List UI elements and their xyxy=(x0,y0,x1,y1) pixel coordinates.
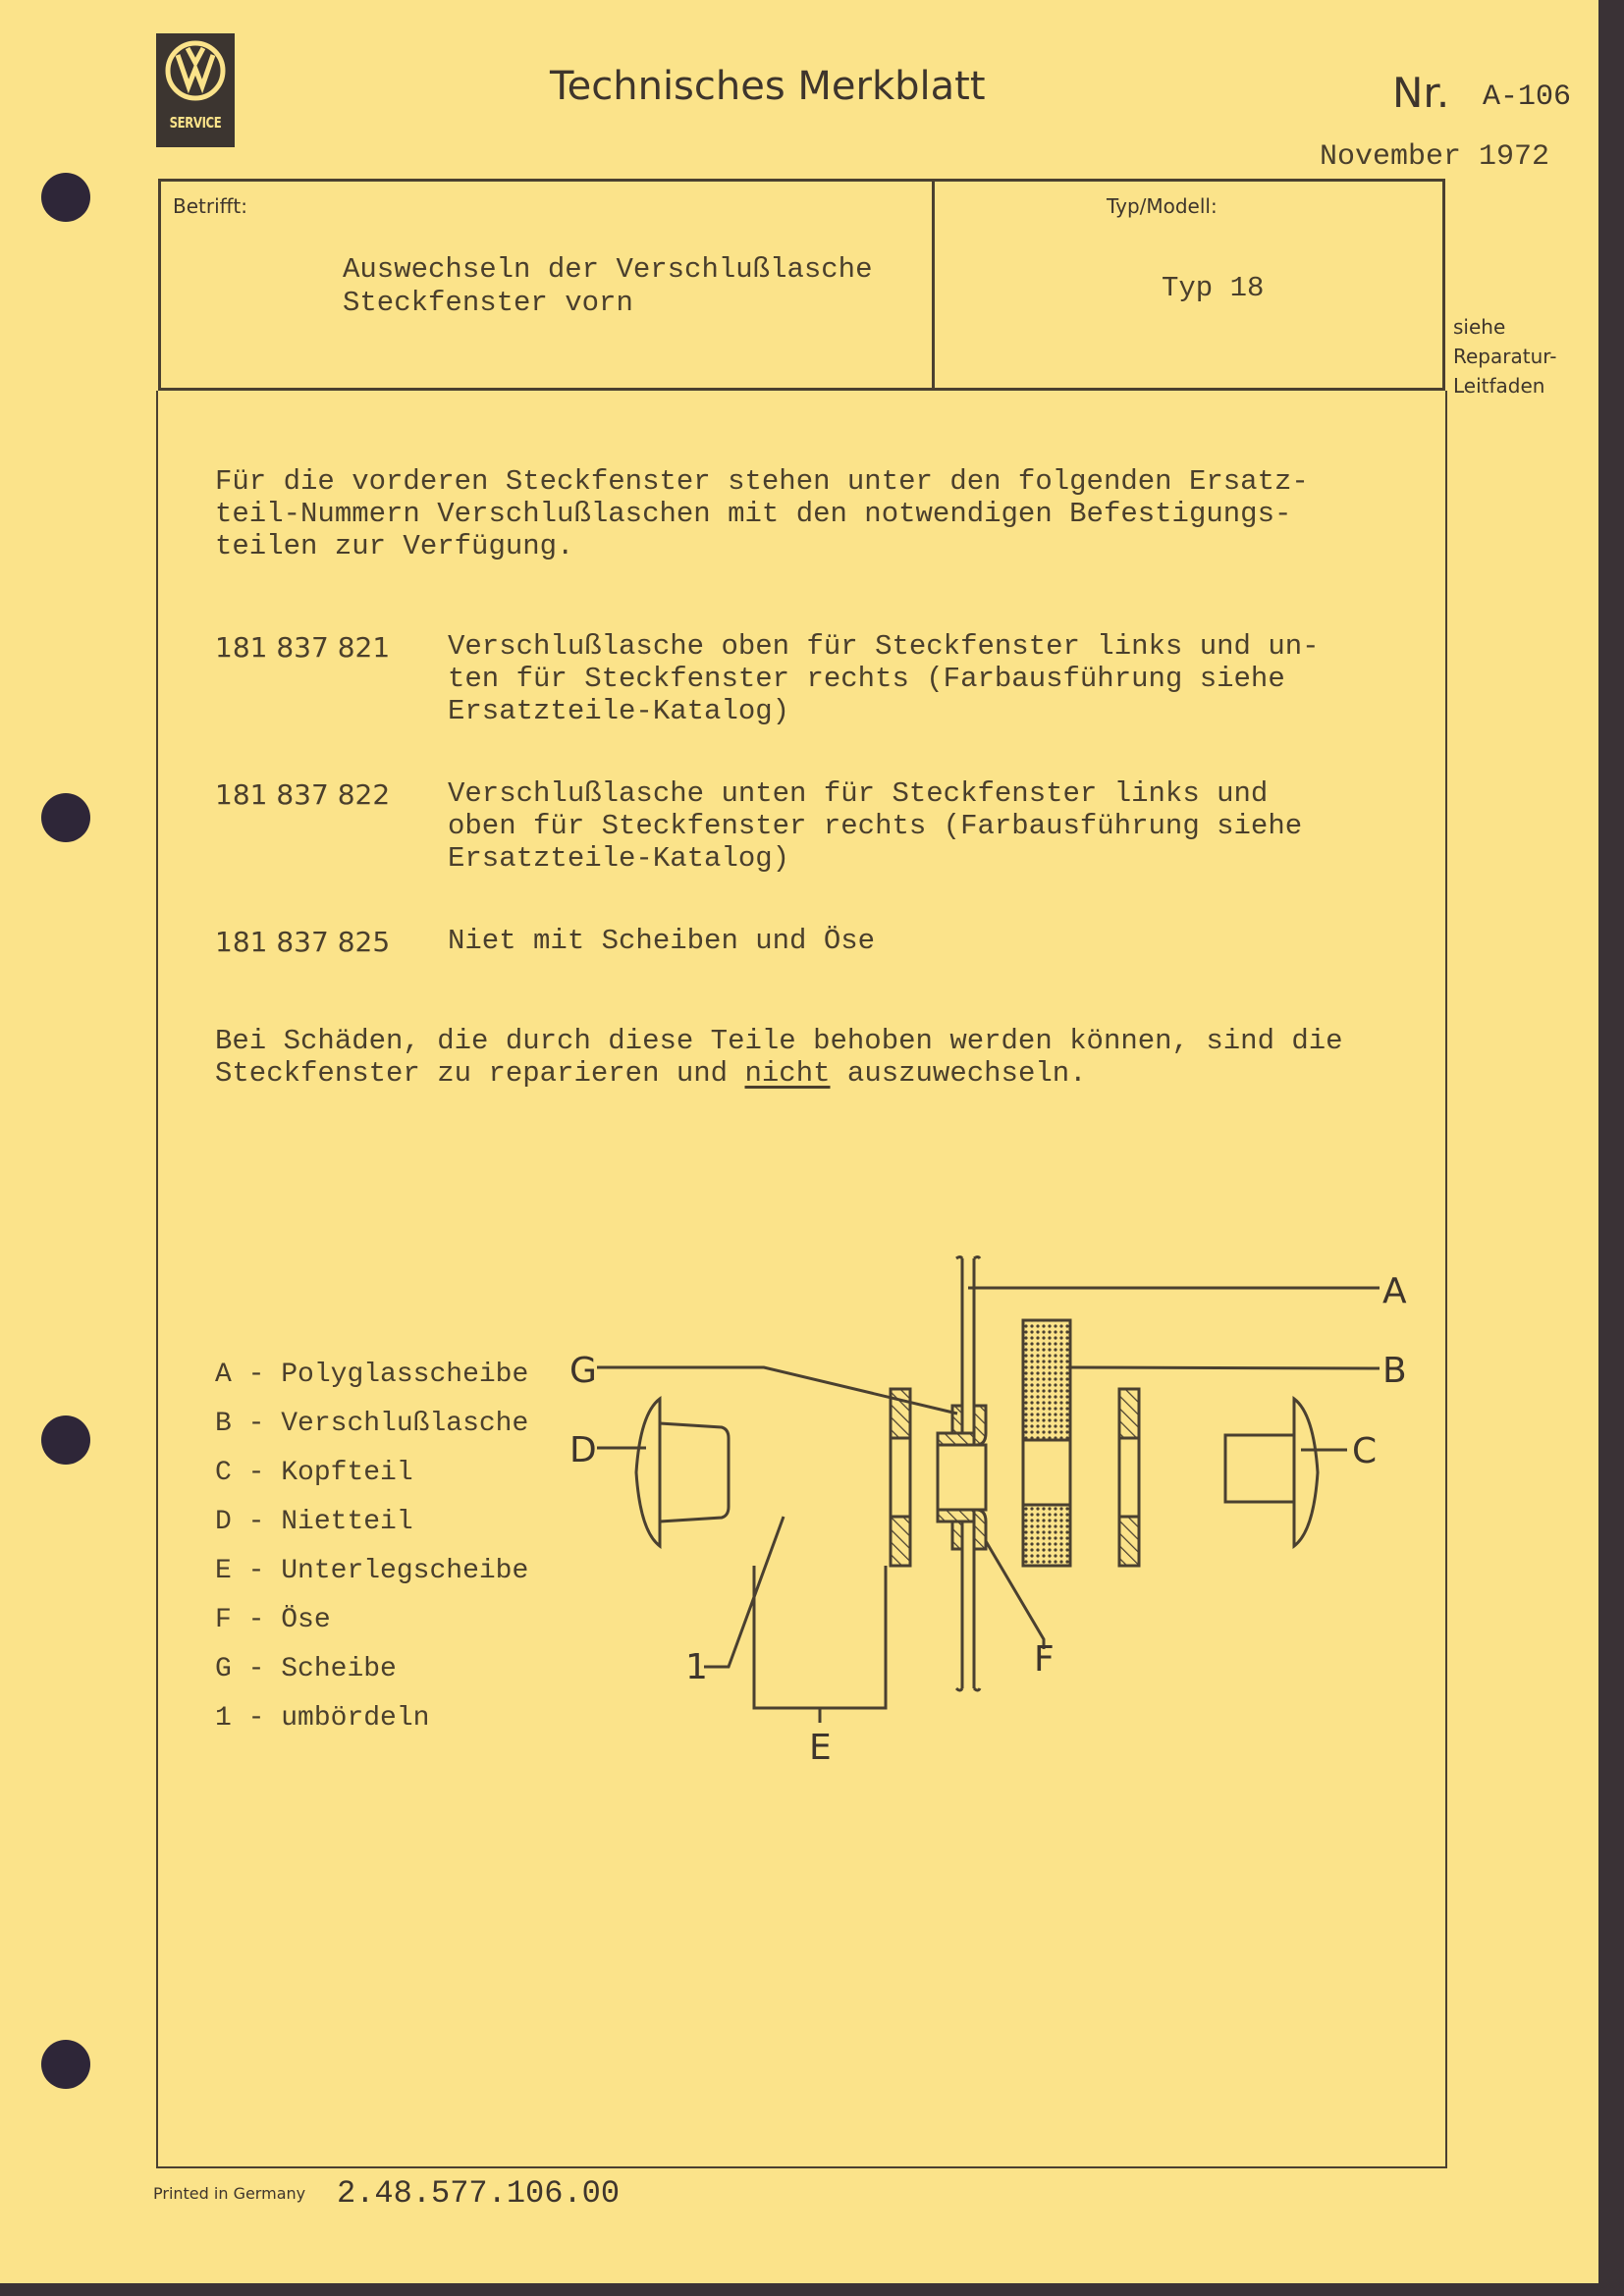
legend-item: A - Polyglasscheibe xyxy=(215,1360,529,1390)
parts-legend xyxy=(215,1360,528,1752)
text-line: teilen zur Verfügung. xyxy=(215,530,574,562)
punch-hole xyxy=(41,173,90,222)
side-note-line: Reparatur- xyxy=(1453,345,1557,368)
eyelet-f-top xyxy=(938,1433,974,1445)
rivet-d-head xyxy=(636,1399,660,1546)
washer-e-left-top xyxy=(891,1389,910,1438)
side-note xyxy=(1453,312,1556,400)
text-line xyxy=(215,1057,1343,1090)
eyelet-f-bottom xyxy=(938,1510,974,1522)
typ-modell-value: Typ 18 xyxy=(1162,272,1265,304)
vw-service-logo xyxy=(156,33,235,147)
text-line: Ersatzteile-Katalog) xyxy=(448,695,790,727)
part-number: 181 837 822 xyxy=(215,778,391,811)
text-line: Niet mit Scheiben und Öse xyxy=(448,925,876,957)
label-g: G xyxy=(569,1351,597,1391)
washer-e-left-bottom xyxy=(891,1517,910,1566)
rivet-c-head xyxy=(1294,1399,1318,1546)
punch-hole xyxy=(41,2040,90,2089)
text-line: Ersatzteile-Katalog) xyxy=(448,842,790,875)
subject-line: Auswechseln der Verschlußlasche xyxy=(343,253,873,286)
side-note-line: siehe xyxy=(1453,315,1506,339)
text-segment: Steckfenster zu reparieren und xyxy=(215,1057,745,1090)
side-note-line: Leitfaden xyxy=(1453,374,1545,398)
washer-e-right-bottom xyxy=(1119,1517,1139,1566)
rivet-assembly-diagram xyxy=(569,1247,1453,1973)
intro-paragraph xyxy=(215,465,1309,562)
text-line: Bei Schäden, die durch diese Teile behoben werden können, sind die xyxy=(215,1025,1343,1057)
vw-emblem-icon xyxy=(164,39,227,102)
washer-e-right-top xyxy=(1119,1389,1139,1438)
part-number: 181 837 821 xyxy=(215,631,391,664)
text-line: ten für Steckfenster rechts (Farbausführung siehe xyxy=(448,663,1285,695)
legend-item: 1 - umbördeln xyxy=(215,1703,430,1734)
typ-modell-label: Typ/Modell: xyxy=(1107,194,1218,218)
eyelet-f-body xyxy=(938,1445,986,1510)
text-segment: auszuwechseln. xyxy=(830,1057,1087,1090)
logo-service-text: SERVICE xyxy=(169,114,222,132)
label-a: A xyxy=(1382,1271,1407,1311)
closure-tab-b-top xyxy=(1023,1320,1070,1440)
punch-hole xyxy=(41,1415,90,1465)
closure-tab-b-bottom xyxy=(1023,1505,1070,1566)
document-number: A-106 xyxy=(1483,80,1572,114)
label-f: F xyxy=(1034,1639,1055,1680)
polyglass-pane xyxy=(956,1257,980,1691)
legend-item: G - Scheibe xyxy=(215,1654,397,1684)
emphasis-nicht: nicht xyxy=(744,1057,831,1090)
print-code: 2.48.577.106.00 xyxy=(337,2175,621,2212)
document-date: November 1972 xyxy=(1320,140,1550,174)
part-description xyxy=(448,925,875,957)
text-line: oben für Steckfenster rechts (Farbausführung siehe xyxy=(448,810,1303,842)
note-paragraph xyxy=(215,1025,1343,1090)
rivet-c-shank xyxy=(1225,1435,1294,1502)
subject-box-divider xyxy=(932,179,935,391)
label-b: B xyxy=(1382,1351,1407,1391)
part-number: 181 837 825 xyxy=(215,926,391,958)
punch-hole xyxy=(41,793,90,842)
legend-item: B - Verschlußlasche xyxy=(215,1409,529,1439)
part-description xyxy=(448,777,1302,875)
legend-item: F - Öse xyxy=(215,1605,331,1635)
legend-item: C - Kopfteil xyxy=(215,1458,413,1488)
label-1: 1 xyxy=(685,1647,708,1687)
text-line: Für die vorderen Steckfenster stehen unter den folgenden Ersatz- xyxy=(215,465,1309,498)
subject-text xyxy=(343,253,873,320)
text-line: Verschlußlasche unten für Steckfenster links und xyxy=(448,777,1269,810)
text-line: Verschlußlasche oben für Steckfenster links und un- xyxy=(448,630,1320,663)
legend-item: E - Unterlegscheibe xyxy=(215,1556,529,1586)
text-line: teil-Nummern Verschlußlaschen mit den notwendigen Befestigungs- xyxy=(215,498,1292,530)
number-label: Nr. xyxy=(1392,69,1450,117)
part-description xyxy=(448,630,1320,727)
betrifft-label: Betrifft: xyxy=(173,194,248,218)
label-e: E xyxy=(809,1728,832,1768)
legend-item: D - Nietteil xyxy=(215,1507,413,1537)
label-c: C xyxy=(1352,1431,1378,1471)
printed-in-germany: Printed in Germany xyxy=(153,2184,306,2203)
rivet-d-shank xyxy=(660,1423,729,1522)
page-title: Technisches Merkblatt xyxy=(550,64,986,109)
subject-line: Steckfenster vorn xyxy=(343,287,633,319)
label-d: D xyxy=(569,1430,597,1470)
